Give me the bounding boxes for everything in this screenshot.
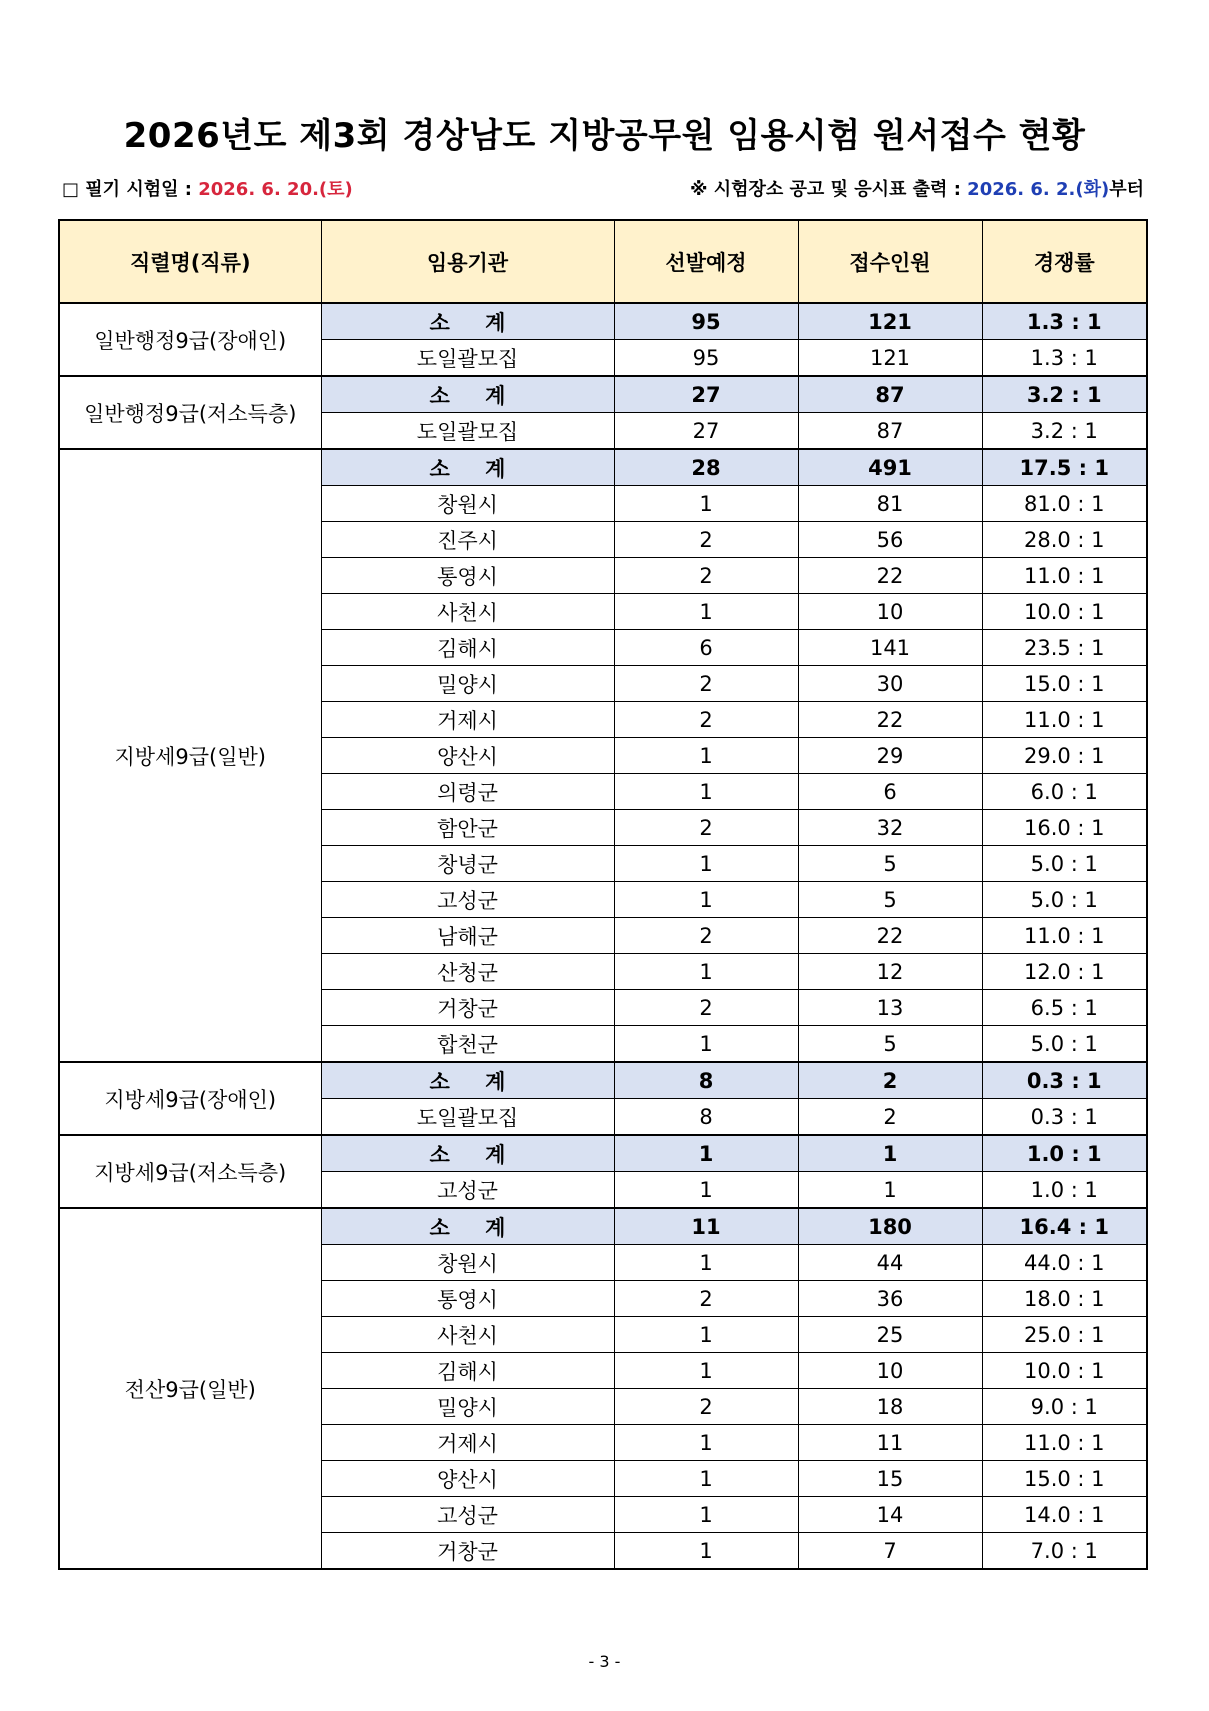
applicant-count: 32 <box>798 810 982 846</box>
competition-ratio: 5.0 : 1 <box>982 846 1147 882</box>
subtotal-ratio: 17.5 : 1 <box>982 449 1147 486</box>
exam-date-line <box>62 175 353 201</box>
applicant-count: 11 <box>798 1425 982 1461</box>
agency-name: 거창군 <box>321 1533 614 1570</box>
subtotal-label-cell <box>321 1208 614 1245</box>
competition-ratio: 29.0 : 1 <box>982 738 1147 774</box>
subtotal-label: 소 계 <box>429 310 520 335</box>
planned-count: 8 <box>614 1099 798 1136</box>
application-status-table <box>58 219 1148 1570</box>
planned-count: 2 <box>614 522 798 558</box>
agency-name: 거창군 <box>321 990 614 1026</box>
position-name: 지방세9급(장애인) <box>59 1062 321 1135</box>
planned-count: 2 <box>614 990 798 1026</box>
competition-ratio: 81.0 : 1 <box>982 486 1147 522</box>
planned-count: 1 <box>614 1172 798 1209</box>
agency-name: 사천시 <box>321 594 614 630</box>
agency-name: 진주시 <box>321 522 614 558</box>
subtotal-label-cell <box>321 449 614 486</box>
competition-ratio: 10.0 : 1 <box>982 1353 1147 1389</box>
header-ratio: 경쟁률 <box>982 220 1147 303</box>
planned-count: 1 <box>614 1353 798 1389</box>
subtotal-label-cell <box>321 303 614 340</box>
agency-name: 남해군 <box>321 918 614 954</box>
applicant-count: 30 <box>798 666 982 702</box>
subtotal-planned: 11 <box>614 1208 798 1245</box>
competition-ratio: 6.0 : 1 <box>982 774 1147 810</box>
competition-ratio: 1.0 : 1 <box>982 1172 1147 1209</box>
planned-count: 1 <box>614 1245 798 1281</box>
subtotal-ratio: 16.4 : 1 <box>982 1208 1147 1245</box>
planned-count: 27 <box>614 413 798 450</box>
applicant-count: 10 <box>798 594 982 630</box>
planned-count: 1 <box>614 882 798 918</box>
position-name: 일반행정9급(장애인) <box>59 303 321 376</box>
competition-ratio: 18.0 : 1 <box>982 1281 1147 1317</box>
planned-count: 1 <box>614 1425 798 1461</box>
subtotal-applicants: 180 <box>798 1208 982 1245</box>
planned-count: 95 <box>614 340 798 377</box>
applicant-count: 56 <box>798 522 982 558</box>
applicant-count: 14 <box>798 1497 982 1533</box>
subtotal-label: 소 계 <box>429 1142 520 1167</box>
competition-ratio: 1.3 : 1 <box>982 340 1147 377</box>
competition-ratio: 11.0 : 1 <box>982 702 1147 738</box>
competition-ratio: 25.0 : 1 <box>982 1317 1147 1353</box>
header-planned: 선발예정 <box>614 220 798 303</box>
applicant-count: 2 <box>798 1099 982 1136</box>
subtotal-ratio: 0.3 : 1 <box>982 1062 1147 1099</box>
subtotal-label: 소 계 <box>429 456 520 481</box>
planned-count: 2 <box>614 810 798 846</box>
planned-count: 1 <box>614 954 798 990</box>
print-date-label: ※ 시험장소 공고 및 응시표 출력 : <box>689 179 968 200</box>
planned-count: 1 <box>614 1533 798 1570</box>
planned-count: 2 <box>614 702 798 738</box>
agency-name: 의령군 <box>321 774 614 810</box>
planned-count: 1 <box>614 1026 798 1063</box>
applicant-count: 36 <box>798 1281 982 1317</box>
header-agency: 임용기관 <box>321 220 614 303</box>
applicant-count: 44 <box>798 1245 982 1281</box>
competition-ratio: 16.0 : 1 <box>982 810 1147 846</box>
agency-name: 밀양시 <box>321 666 614 702</box>
competition-ratio: 15.0 : 1 <box>982 666 1147 702</box>
subtotal-label-cell <box>321 1062 614 1099</box>
planned-count: 2 <box>614 558 798 594</box>
position-name: 지방세9급(일반) <box>59 449 321 1062</box>
subtotal-row <box>59 449 1147 486</box>
subtotal-planned: 28 <box>614 449 798 486</box>
subtotal-applicants: 87 <box>798 376 982 413</box>
agency-name: 함안군 <box>321 810 614 846</box>
competition-ratio: 9.0 : 1 <box>982 1389 1147 1425</box>
page-number: - 3 - <box>588 1652 621 1671</box>
print-date-suffix: 부터 <box>1109 179 1144 200</box>
position-name: 지방세9급(저소득층) <box>59 1135 321 1208</box>
competition-ratio: 14.0 : 1 <box>982 1497 1147 1533</box>
applicant-count: 5 <box>798 846 982 882</box>
applicant-count: 29 <box>798 738 982 774</box>
planned-count: 1 <box>614 1461 798 1497</box>
subtotal-label: 소 계 <box>429 1069 520 1094</box>
competition-ratio: 28.0 : 1 <box>982 522 1147 558</box>
agency-name: 거제시 <box>321 702 614 738</box>
page-title: 2026년도 제3회 경상남도 지방공무원 임용시험 원서접수 현황 <box>123 116 1086 156</box>
agency-name: 양산시 <box>321 738 614 774</box>
competition-ratio: 5.0 : 1 <box>982 1026 1147 1063</box>
subtotal-row <box>59 376 1147 413</box>
subtotal-planned: 8 <box>614 1062 798 1099</box>
applicant-count: 12 <box>798 954 982 990</box>
subtotal-ratio: 1.3 : 1 <box>982 303 1147 340</box>
agency-name: 창원시 <box>321 1245 614 1281</box>
subtotal-row <box>59 1135 1147 1172</box>
planned-count: 1 <box>614 594 798 630</box>
agency-name: 고성군 <box>321 1172 614 1209</box>
subtotal-applicants: 491 <box>798 449 982 486</box>
competition-ratio: 44.0 : 1 <box>982 1245 1147 1281</box>
print-date-line <box>690 175 1144 201</box>
agency-name: 도일괄모집 <box>321 340 614 377</box>
subtotal-applicants: 1 <box>798 1135 982 1172</box>
agency-name: 김해시 <box>321 1353 614 1389</box>
subtotal-row <box>59 1208 1147 1245</box>
subtotal-ratio: 3.2 : 1 <box>982 376 1147 413</box>
applicant-count: 6 <box>798 774 982 810</box>
applicant-count: 87 <box>798 413 982 450</box>
competition-ratio: 23.5 : 1 <box>982 630 1147 666</box>
agency-name: 밀양시 <box>321 1389 614 1425</box>
applicant-count: 7 <box>798 1533 982 1570</box>
subtotal-label: 소 계 <box>429 1215 520 1240</box>
competition-ratio: 0.3 : 1 <box>982 1099 1147 1136</box>
agency-name: 통영시 <box>321 558 614 594</box>
planned-count: 1 <box>614 846 798 882</box>
planned-count: 1 <box>614 486 798 522</box>
planned-count: 1 <box>614 1317 798 1353</box>
competition-ratio: 11.0 : 1 <box>982 918 1147 954</box>
subtotal-ratio: 1.0 : 1 <box>982 1135 1147 1172</box>
competition-ratio: 5.0 : 1 <box>982 882 1147 918</box>
applicant-count: 5 <box>798 1026 982 1063</box>
applicant-count: 22 <box>798 702 982 738</box>
agency-name: 창원시 <box>321 486 614 522</box>
table-header-row <box>59 220 1147 303</box>
position-name: 일반행정9급(저소득층) <box>59 376 321 449</box>
agency-name: 산청군 <box>321 954 614 990</box>
subtotal-planned: 27 <box>614 376 798 413</box>
applicant-count: 22 <box>798 918 982 954</box>
agency-name: 양산시 <box>321 1461 614 1497</box>
applicant-count: 13 <box>798 990 982 1026</box>
agency-name: 고성군 <box>321 882 614 918</box>
agency-name: 도일괄모집 <box>321 1099 614 1136</box>
agency-name: 거제시 <box>321 1425 614 1461</box>
applicant-count: 81 <box>798 486 982 522</box>
agency-name: 사천시 <box>321 1317 614 1353</box>
planned-count: 2 <box>614 1389 798 1425</box>
applicant-count: 1 <box>798 1172 982 1209</box>
competition-ratio: 3.2 : 1 <box>982 413 1147 450</box>
agency-name: 김해시 <box>321 630 614 666</box>
agency-name: 도일괄모집 <box>321 413 614 450</box>
agency-name: 합천군 <box>321 1026 614 1063</box>
print-date-value: 2026. 6. 2.(화) <box>967 179 1110 200</box>
competition-ratio: 7.0 : 1 <box>982 1533 1147 1570</box>
competition-ratio: 12.0 : 1 <box>982 954 1147 990</box>
applicant-count: 121 <box>798 340 982 377</box>
competition-ratio: 6.5 : 1 <box>982 990 1147 1026</box>
subtotal-planned: 95 <box>614 303 798 340</box>
subtotal-label-cell <box>321 376 614 413</box>
applicant-count: 15 <box>798 1461 982 1497</box>
applicant-count: 22 <box>798 558 982 594</box>
competition-ratio: 11.0 : 1 <box>982 558 1147 594</box>
exam-date-value: 2026. 6. 20.(토) <box>198 179 353 200</box>
applicant-count: 25 <box>798 1317 982 1353</box>
agency-name: 고성군 <box>321 1497 614 1533</box>
applicant-count: 141 <box>798 630 982 666</box>
exam-date-label: □ 필기 시험일 : <box>62 179 199 200</box>
applicant-count: 5 <box>798 882 982 918</box>
planned-count: 2 <box>614 918 798 954</box>
table-body <box>59 303 1147 1569</box>
applicant-count: 10 <box>798 1353 982 1389</box>
subtotal-row <box>59 303 1147 340</box>
planned-count: 1 <box>614 1497 798 1533</box>
subtotal-row <box>59 1062 1147 1099</box>
competition-ratio: 10.0 : 1 <box>982 594 1147 630</box>
agency-name: 창녕군 <box>321 846 614 882</box>
planned-count: 1 <box>614 774 798 810</box>
competition-ratio: 15.0 : 1 <box>982 1461 1147 1497</box>
planned-count: 6 <box>614 630 798 666</box>
header-position: 직렬명(직류) <box>59 220 321 303</box>
subtotal-label: 소 계 <box>429 383 520 408</box>
header-applicants: 접수인원 <box>798 220 982 303</box>
applicant-count: 18 <box>798 1389 982 1425</box>
subtotal-planned: 1 <box>614 1135 798 1172</box>
subtotal-applicants: 2 <box>798 1062 982 1099</box>
planned-count: 2 <box>614 666 798 702</box>
planned-count: 2 <box>614 1281 798 1317</box>
subtotal-label-cell <box>321 1135 614 1172</box>
planned-count: 1 <box>614 738 798 774</box>
agency-name: 통영시 <box>321 1281 614 1317</box>
position-name: 전산9급(일반) <box>59 1208 321 1569</box>
competition-ratio: 11.0 : 1 <box>982 1425 1147 1461</box>
subtotal-applicants: 121 <box>798 303 982 340</box>
